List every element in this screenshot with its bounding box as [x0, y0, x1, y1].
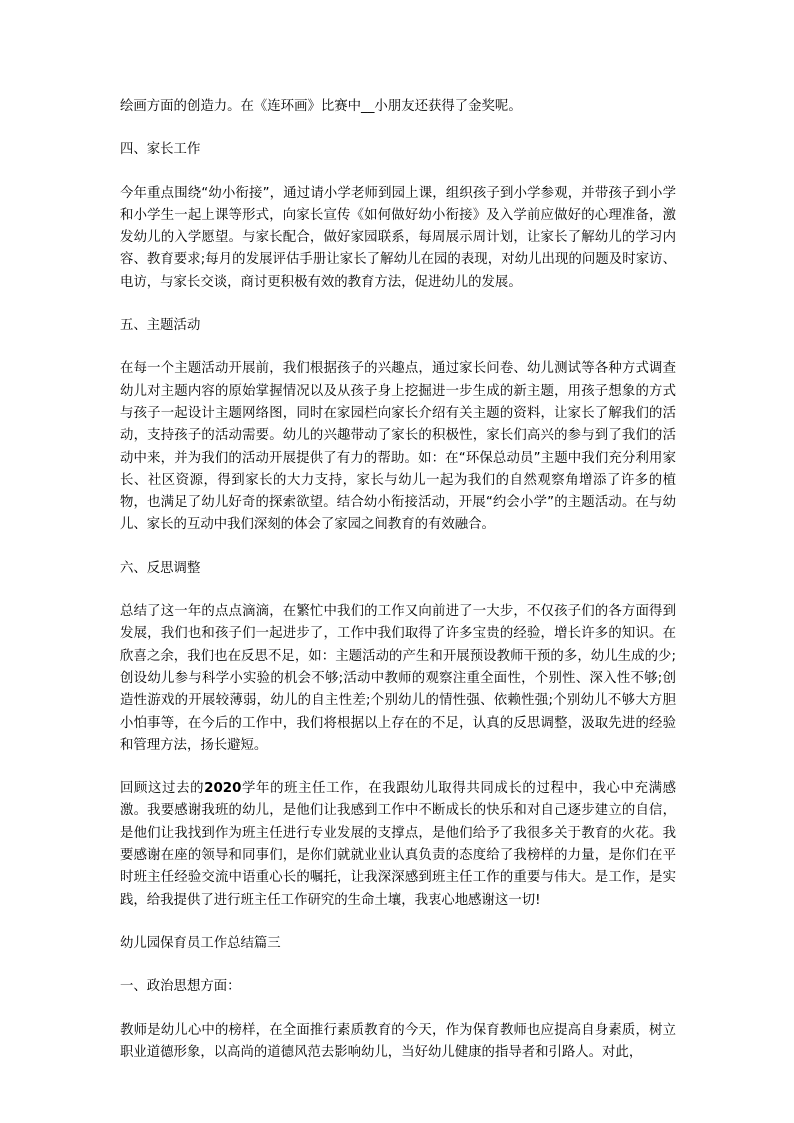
paragraph-reflection: 总结了这一年的点点滴滴，在繁忙中我们的工作又向前进了一大步，不仅孩子们的各方面得到发展，我们也和孩子们一起进步了，工作中我们取得了许多宝贵的经验，增长许多的知识。在欣喜之余，我们也在反思不足，如：主题活动的产生和开展预设教师干预的多，幼儿生成的少;创设幼儿参与科学小实验的机会不够;活动中教师的观察注重全面性，个别性、深入性不够;创造性游戏的开展较薄弱，幼儿的自主性差;个别幼儿的情性强、依赖性强;个别幼儿不够大方胆小怕事等，在今后的工作中，我们将根据以上存在的不足，认真的反思调整，汲取先进的经验和管理方法，扬长避短。: [120, 604, 676, 753]
article-title-part-three: 幼儿园保育员工作总结篇三: [120, 935, 281, 951]
paragraph-intro: 绘画方面的创造力。在《连环画》比赛中__小朋友还获得了金奖呢。: [120, 99, 522, 114]
paragraph-political: 教师是幼儿心中的榜样，在全面推行素质教育的今天，作为保育教师也应提高自身素质，树立职业道德形象，以高尚的道德风范去影响幼儿，当好幼儿健康的指导者和引路人。对此，: [120, 1022, 676, 1060]
review-text-rest: 学年的班主任工作，在我跟幼儿取得共同成长的过程中，我心中充满感激。我要感谢我班的幼儿，是他们让我感到工作中不断成长的快乐和对自己逐步建立的自信，是他们让我找到作为班主任进行专业发展的支撑点，是他们给予了我很多关于教育的火花。我要感谢在座的领导和同事们，是你们就就业业认真负责的态度给了我榜样的力量，是你们在平时班主任经验交流中语重心长的嘱托，让我深深感到班主任工作的重要与伟大。是工作，是实践，给我提供了进行班主任工作研究的生命土壤，我衷心地感谢这一切!: [120, 781, 677, 908]
review-text-start: 回顾这过去的: [120, 781, 205, 797]
document-page: [120, 96, 676, 1064]
section-heading-parents: 四、家长工作: [120, 142, 201, 158]
section-heading-theme: 五、主题活动: [120, 318, 201, 334]
paragraph-theme: 在每一个主题活动开展前，我们根据孩子的兴趣点，通过家长问卷、幼儿测试等各种方式调查幼儿对主题内容的原始掌握情况以及从孩子身上挖掘进一步生成的新主题，用孩子想象的方式与孩子一起设计主题网络图，同时在家园栏向家长介绍有关主题的资料，让家长了解我们的活动，支持孩子的活动需要。幼儿的兴趣带动了家长的积极性，家长们高兴的参与到了我们的活动中来，并为我们的活动开展提供了有力的帮助。如：在“环保总动员”主题中我们充分利用家长、社区资源，得到家长的大力支持，家长与幼儿一起为我们的自然观察角增添了许多的植物，也满足了幼儿好奇的探索欲望。结合幼小衔接活动，开展“约会小学”的主题活动。在与幼儿、家长的互动中我们深刻的体会了家园之间教育的有效融合。: [120, 361, 676, 533]
section-heading-reflection: 六、反思调整: [120, 560, 201, 576]
paragraph-review: [120, 778, 676, 912]
section-heading-political: 一、政治思想方面：: [120, 979, 241, 995]
school-year: 2020: [204, 781, 242, 797]
paragraph-parents: 今年重点围绕“幼小衔接”，通过请小学老师到园上课，组织孩子到小学参观，并带孩子到小学和小学生一起上课等形式，向家长宣传《如何做好幼小衔接》及入学前应做好的心理准备，激发幼儿的入学愿望。与家长配合，做好家园联系，每周展示周计划，让家长了解幼儿的学习内容、教育要求;每月的发展评估手册让家长了解幼儿在园的表现，对幼儿出现的问题及时家访、电访，与家长交谈，商讨更积极有效的教育方法，促进幼儿的发展。: [120, 185, 676, 290]
